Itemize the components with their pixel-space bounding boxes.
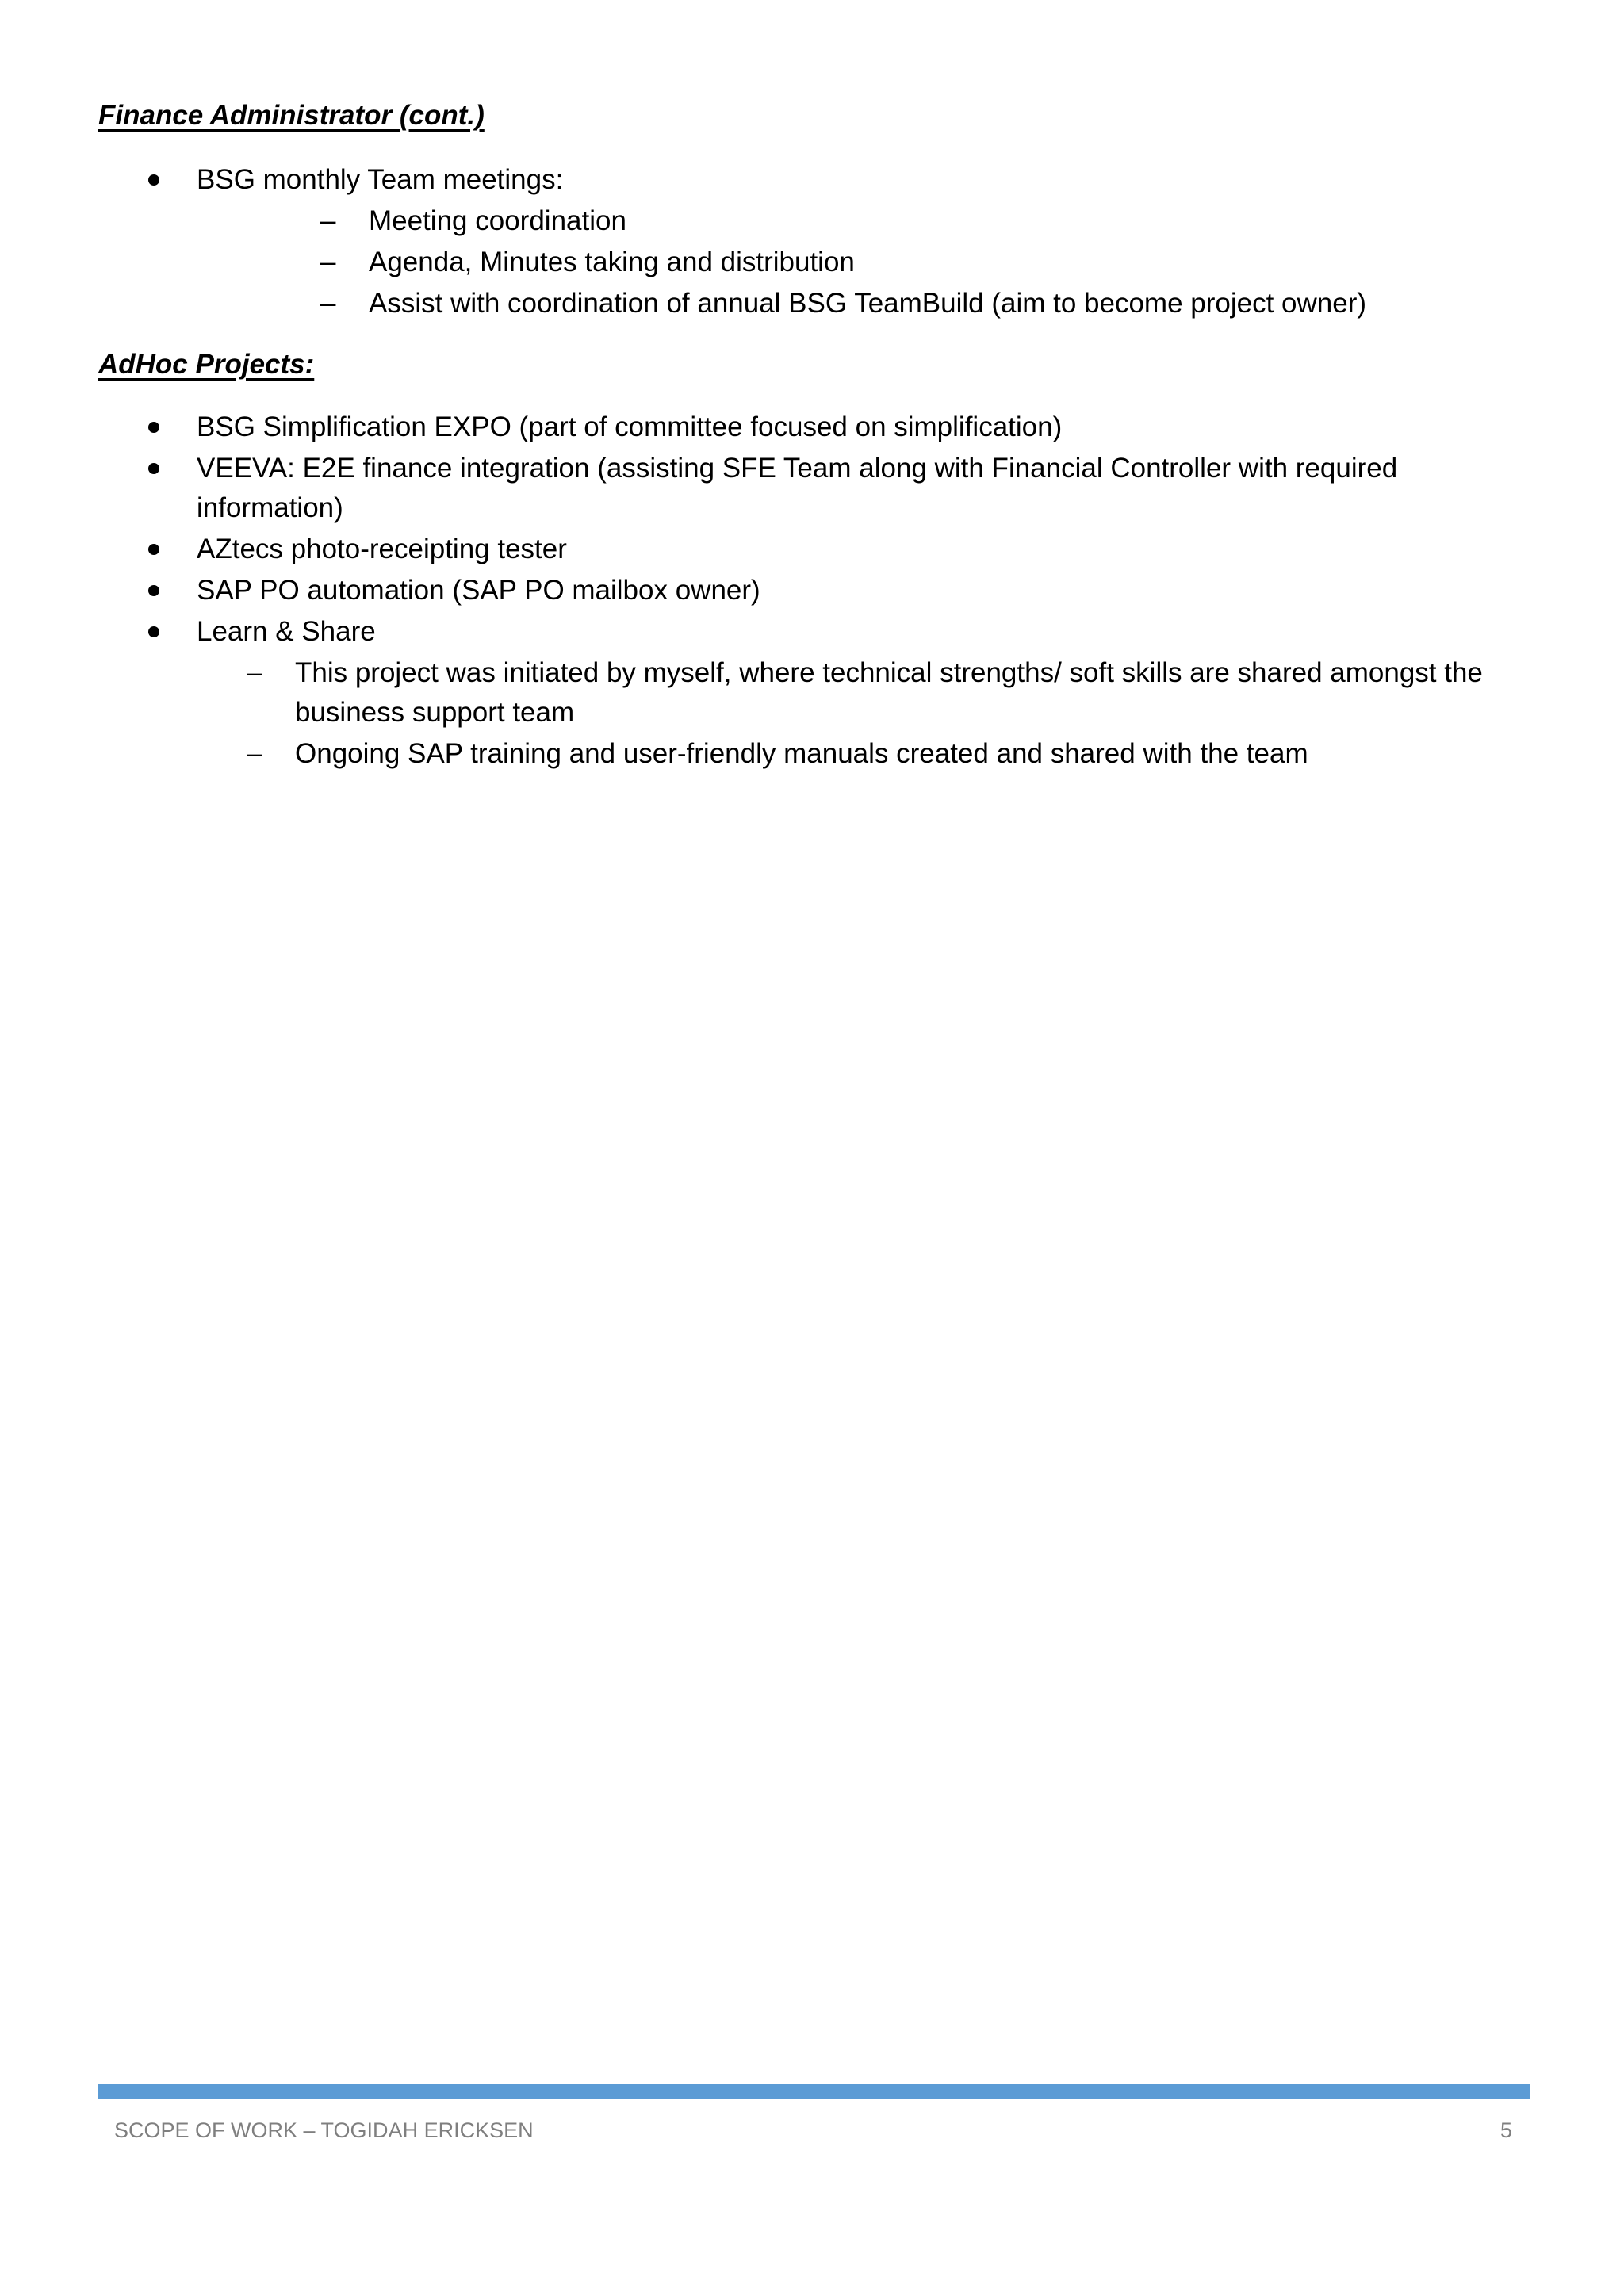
footer-divider <box>98 2084 1530 2099</box>
footer-title: SCOPE OF WORK – TOGIDAH ERICKSEN <box>114 2118 534 2142</box>
list-item-continuation: information) <box>197 492 343 523</box>
dash-icon: – <box>247 657 262 688</box>
bullet-icon <box>148 463 159 474</box>
list-item: Learn & Share <box>197 616 376 647</box>
dash-icon: – <box>320 247 336 277</box>
bullet-icon <box>148 422 159 433</box>
list-item: AZtecs photo-receipting tester <box>197 534 567 564</box>
section-heading-finance-administrator: Finance Administrator (cont.) <box>98 100 485 131</box>
list-item: SAP PO automation (SAP PO mailbox owner) <box>197 575 760 606</box>
sub-list-item: Meeting coordination <box>369 205 626 236</box>
sub-list-item-continuation: business support team <box>295 697 575 728</box>
sub-list-item: Assist with coordination of annual BSG TeamBuild (aim to become project owner) <box>369 288 1367 319</box>
sub-list-item: Agenda, Minutes taking and distribution <box>369 247 855 277</box>
bullet-icon <box>148 174 159 186</box>
dash-icon: – <box>320 205 336 236</box>
bullet-icon <box>148 585 159 596</box>
section-heading-adhoc-projects: AdHoc Projects: <box>98 349 315 380</box>
bullet-icon <box>148 626 159 637</box>
list-item: BSG Simplification EXPO (part of committee focused on simplification) <box>197 411 1063 442</box>
list-item: VEEVA: E2E finance integration (assisting SFE Team along with Financial Controller with required <box>197 453 1398 484</box>
sub-list-item: Ongoing SAP training and user-friendly manuals created and shared with the team <box>295 738 1308 769</box>
list-item: BSG monthly Team meetings: <box>197 164 564 195</box>
bullet-icon <box>148 544 159 555</box>
sub-list-item: This project was initiated by myself, where technical strengths/ soft skills are shared amongst the <box>295 657 1483 688</box>
page-number: 5 <box>1500 2118 1513 2142</box>
dash-icon: – <box>320 288 336 319</box>
dash-icon: – <box>247 738 262 769</box>
